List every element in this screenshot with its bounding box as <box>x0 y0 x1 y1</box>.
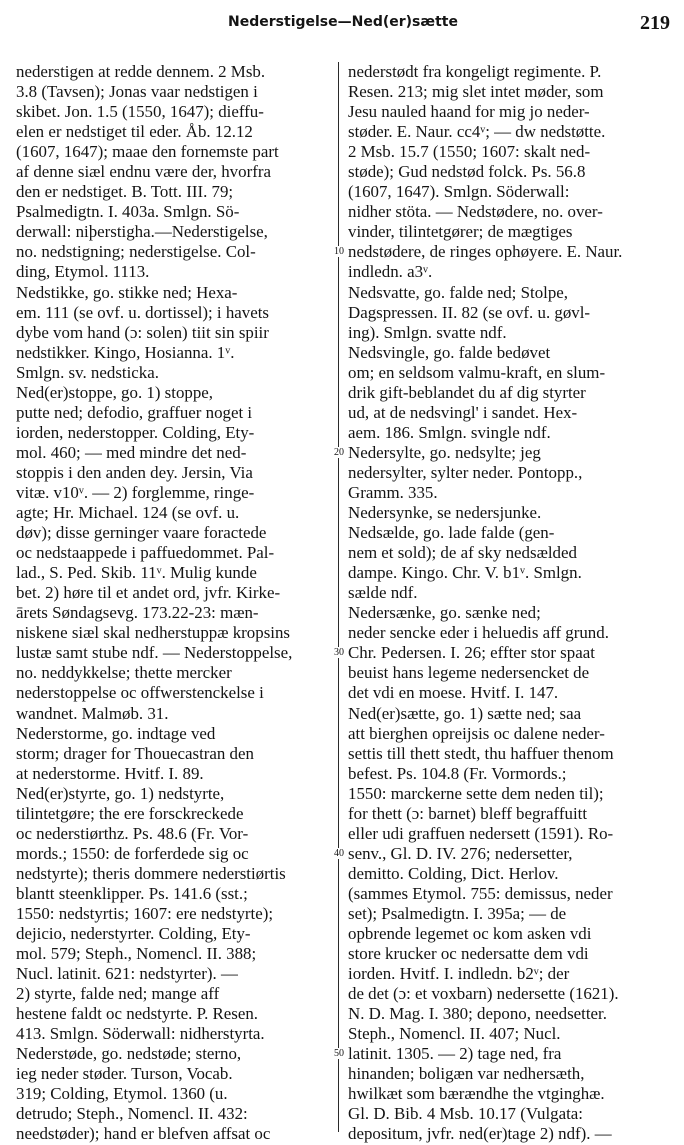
text-line: 413. Smlgn. Söderwall: nidherstyrta. <box>16 1024 265 1044</box>
text-line: Nederstorme, go. indtage ved <box>16 723 216 743</box>
text-line: set); Psalmedigtn. I. 395a; — de <box>348 903 567 923</box>
text-line: Gl. D. Bib. 4 Msb. 10.17 (Vulgata: <box>348 1104 583 1124</box>
text-line: af denne siæl endnu være der, hvorfra <box>16 162 271 182</box>
text-line: no. nedstigning; nederstigelse. Col- <box>16 242 256 262</box>
left-column <box>16 62 329 1145</box>
text-line: nedstikker. Kingo, Hosianna. 1ᵛ. <box>16 342 235 362</box>
text-line: no. neddykkelse; thette mercker <box>16 663 232 683</box>
text-line: agte; Hr. Michael. 124 (se ovf. u. <box>16 503 240 523</box>
text-line: 1550: marckerne sette dem neden til); <box>348 783 604 803</box>
text-line: lad., S. Ped. Skib. 11ᵛ. Mulig kunde <box>16 563 257 583</box>
text-line: iorden, nederstopper. Colding, Ety- <box>16 422 255 442</box>
text-line: Ned(er)stoppe, go. 1) stoppe, <box>16 382 214 402</box>
page-number: 219 <box>640 12 670 34</box>
text-line: ing). Smlgn. svatte ndf. <box>348 322 507 342</box>
text-line: dejicio, nederstyrter. Colding, Ety- <box>16 924 251 944</box>
text-line: dybe vom hand (ɔ: solen) tiit sin spiir <box>16 322 269 342</box>
text-line: settis till thett stedt, thu haffuer thenom <box>348 743 614 763</box>
text-line: Jesu nauled haand for mig jo neder- <box>348 102 590 122</box>
margin-line-number: 30 <box>330 647 348 658</box>
text-line: needstøder); hand er blefven affsat oc <box>16 1124 271 1144</box>
text-line: iorden. Hvitf. I. indledn. b2ᵛ; der <box>348 964 570 984</box>
text-line: derwall: niþerstigha.—Nederstigelse, <box>16 222 268 242</box>
text-line: hinanden; boligæn var nedhersæth, <box>348 1064 585 1084</box>
text-line: støde); Gud nedstød folck. Ps. 56.8 <box>348 162 586 182</box>
text-line: 2 Msb. 15.7 (1550; 1607: skalt ned- <box>348 142 591 162</box>
text-line: beuist hans legeme nedersencket de <box>348 663 590 683</box>
text-line: Resen. 213; mig slet intet møder, som <box>348 82 604 102</box>
text-line: neder sencke eder i heluedis aff grund. <box>348 623 609 643</box>
text-line: de det (ɔ: et voxbarn) nedersette (1621). <box>348 984 619 1004</box>
text-line: ding, Etymol. 1113. <box>16 262 150 282</box>
text-line: nem et sold); de af sky nedsælded <box>348 543 577 563</box>
text-line: det vdi en moese. Hvitf. I. 147. <box>348 683 559 703</box>
text-line: depositum, jvfr. ned(er)tage 2) ndf). — <box>348 1124 612 1144</box>
text-line: lustæ samt stube ndf. — Nederstoppelse, <box>16 643 293 663</box>
text-line: nedersylter, sylter neder. Pontopp., <box>348 462 583 482</box>
text-line: niskene siæl skal nedherstuppæ kropsins <box>16 623 290 643</box>
text-line: at nederstorme. Hvitf. I. 89. <box>16 763 204 783</box>
text-line: Ned(er)sætte, go. 1) sætte ned; saa <box>348 703 582 723</box>
text-line: vinder, tilintetgører; de mægtiges <box>348 222 573 242</box>
text-line: Nedersænke, go. sænke ned; <box>348 603 541 623</box>
text-line: indledn. a3ᵛ. <box>348 262 433 282</box>
text-line: att bierghen opreijsis oc dalene neder- <box>348 723 605 743</box>
text-line: nederstoppelse oc offwerstenckelse i <box>16 683 264 703</box>
text-line: skibet. Jon. 1.5 (1550, 1647); dieffu- <box>16 102 264 122</box>
text-line: nedstødere, de ringes ophøyere. E. Naur. <box>348 242 623 262</box>
text-line: mol. 460; — med mindre det ned- <box>16 442 247 462</box>
text-line: ārets Søndagsevg. 173.22-23: mæn- <box>16 603 259 623</box>
margin-line-number: 50 <box>330 1048 348 1059</box>
text-line: 3.8 (Tavsen); Jonas vaar nedstigen i <box>16 82 258 102</box>
text-line: N. D. Mag. I. 380; depono, needsetter. <box>348 1004 607 1024</box>
text-line: opbrende legemet oc kom asken vdi <box>348 924 592 944</box>
text-line: vitæ. v10ᵛ. — 2) forglemme, ringe- <box>16 482 255 502</box>
text-line: hestene faldt oc nedstyrte. P. Resen. <box>16 1004 259 1024</box>
margin-line-number: 10 <box>330 246 348 257</box>
text-line: Nedersynke, se nedersjunke. <box>348 503 542 523</box>
text-line: drik gift-beblandet du af dig styrter <box>348 382 586 402</box>
text-line: latinit. 1305. — 2) tage ned, fra <box>348 1044 562 1064</box>
text-line: blantt steenklipper. Ps. 141.6 (sst.; <box>16 883 248 903</box>
text-line: (1607, 1647); maae den fornemste part <box>16 142 279 162</box>
text-line: Nedstikke, go. stikke ned; Hexa- <box>16 282 238 302</box>
text-line: mords.; 1550: de forferdede sig oc <box>16 843 249 863</box>
text-line: 2) styrte, falde ned; mange aff <box>16 984 220 1004</box>
text-line: demitto. Colding, Dict. Herlov. <box>348 863 559 883</box>
text-line: Gramm. 335. <box>348 482 438 502</box>
text-line: mol. 579; Steph., Nomencl. II. 388; <box>16 944 257 964</box>
text-line: (sammes Etymol. 755: demissus, neder <box>348 883 613 903</box>
text-line: stoppis i den anden dey. Jersin, Via <box>16 462 253 482</box>
text-line: oc nederstiørthz. Ps. 48.6 (Fr. Vor- <box>16 823 249 843</box>
text-line: Nucl. latinit. 621: nedstyrter). — <box>16 964 238 984</box>
header-title: Nederstigelse—Ned(er)sætte <box>228 14 458 30</box>
text-line: sælde ndf. <box>348 583 418 603</box>
text-line: nedstyrte); theris dommere nederstiørtis <box>16 863 286 883</box>
text-line: Psalmedigtn. I. 403a. Smlgn. Sö- <box>16 202 240 222</box>
text-line: befest. Ps. 104.8 (Fr. Vormords.; <box>348 763 567 783</box>
text-line: aem. 186. Smlgn. svingle ndf. <box>348 422 551 442</box>
text-line: hwilkæt som bærændhe the vtginghæ. <box>348 1084 605 1104</box>
text-line: Nedsælde, go. lade falde (gen- <box>348 523 555 543</box>
text-line: Nedersylte, go. nedsylte; jeg <box>348 442 541 462</box>
text-line: Dagspressen. II. 82 (se ovf. u. gøvl- <box>348 302 591 322</box>
text-line: tilintetgøre; the ere forsckreckede <box>16 803 244 823</box>
text-line: for thett (ɔ: barnet) bleff begraffuitt <box>348 803 588 823</box>
text-line: Nedsvingle, go. falde bedøvet <box>348 342 551 362</box>
margin-line-number: 40 <box>330 848 348 859</box>
column-divider <box>338 62 339 1132</box>
text-line: 319; Colding, Etymol. 1360 (u. <box>16 1084 228 1104</box>
text-line: 1550: nedstyrtis; 1607: ere nedstyrte); <box>16 903 274 923</box>
text-line: senv., Gl. D. IV. 276; nedersetter, <box>348 843 573 863</box>
text-line: dampe. Kingo. Chr. V. b1ᵛ. Smlgn. <box>348 563 582 583</box>
text-line: detrudo; Steph., Nomencl. II. 432: <box>16 1104 248 1124</box>
text-line: Nedsvatte, go. falde ned; Stolpe, <box>348 282 568 302</box>
text-line: Smlgn. sv. nedsticka. <box>16 362 159 382</box>
text-line: putte ned; defodio, graffuer noget i <box>16 402 253 422</box>
text-line: Chr. Pedersen. I. 26; effter stor spaat <box>348 643 595 663</box>
running-header <box>16 14 670 40</box>
text-line: em. 111 (se ovf. u. dortissel); i havets <box>16 302 269 322</box>
text-line: støder. E. Naur. cc4ᵛ; — dw nedstøtte. <box>348 122 606 142</box>
text-line: ieg neder støder. Turson, Vocab. <box>16 1064 233 1084</box>
right-column <box>348 62 668 1145</box>
text-line: døv); disse gerninger vaare foractede <box>16 523 267 543</box>
text-line: ud, at de nedsvingl' i sandet. Hex- <box>348 402 578 422</box>
text-line: store krucker oc nedersatte dem vdi <box>348 944 589 964</box>
text-line: Ned(er)styrte, go. 1) nedstyrte, <box>16 783 225 803</box>
text-line: Steph., Nomencl. II. 407; Nucl. <box>348 1024 561 1044</box>
text-line: elen er nedstiget til eder. Åb. 12.12 <box>16 122 253 142</box>
text-line: den er nedstiget. B. Tott. III. 79; <box>16 182 234 202</box>
text-line: nederstødt fra kongeligt regimente. P. <box>348 62 602 81</box>
text-line: oc nedstaappede i paffuedommet. Pal- <box>16 543 275 563</box>
margin-line-number: 20 <box>330 447 348 458</box>
text-line: om; en seldsom valmu-kraft, en slum- <box>348 362 606 382</box>
text-line: Nederstøde, go. nedstøde; sterno, <box>16 1044 242 1064</box>
text-line: nidher stöta. — Nedstødere, no. over- <box>348 202 603 222</box>
text-line: (1607, 1647). Smlgn. Söderwall: <box>348 182 570 202</box>
text-line: wandnet. Malmøb. 31. <box>16 703 169 723</box>
text-line: nederstigen at redde dennem. 2 Msb. <box>16 62 266 81</box>
text-line: storm; drager for Thouecastran den <box>16 743 254 763</box>
text-line: bet. 2) høre til et andet ord, jvfr. Kirke- <box>16 583 281 603</box>
text-line: eller udi graffuen nedersett (1591). Ro- <box>348 823 614 843</box>
